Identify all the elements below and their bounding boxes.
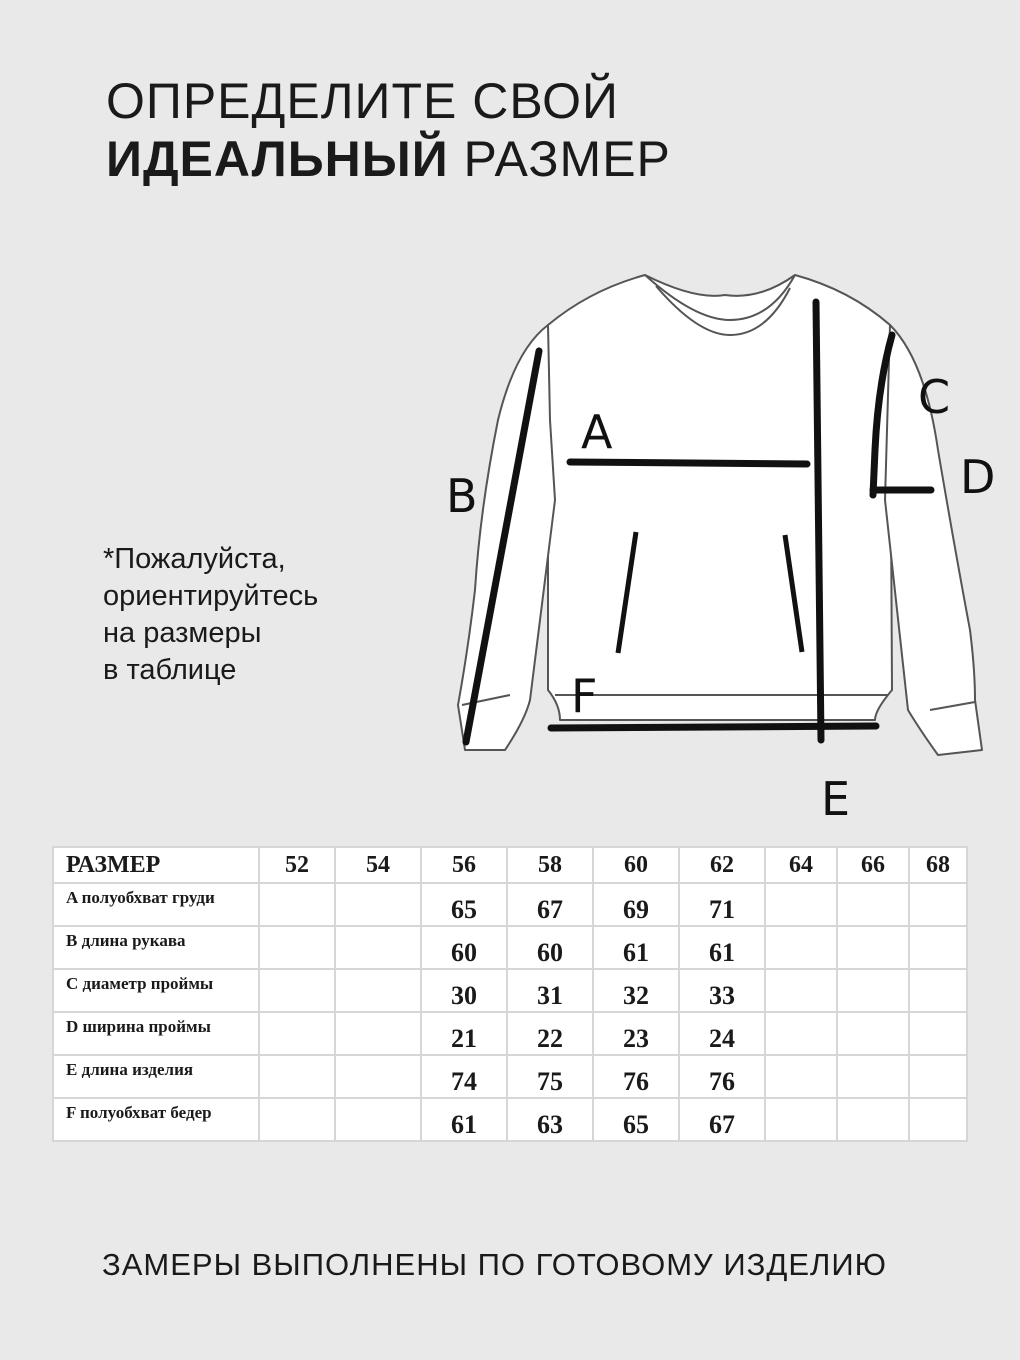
note-line: *Пожалуйста, [103, 543, 286, 575]
table-row [53, 1055, 967, 1098]
table-row [53, 1012, 967, 1055]
table-cell [259, 1098, 335, 1141]
size-header: 60 [593, 847, 679, 883]
table-cell: 65 [421, 883, 507, 926]
table-cell [335, 926, 421, 969]
table-cell [259, 883, 335, 926]
note-line: на размеры [103, 617, 262, 649]
table-cell: 69 [593, 883, 679, 926]
table-cell [259, 1012, 335, 1055]
table-cell [765, 1012, 837, 1055]
table-cell: 63 [507, 1098, 593, 1141]
table-cell [837, 926, 909, 969]
table-cell: 65 [593, 1098, 679, 1141]
row-label: D ширина проймы [53, 1012, 259, 1055]
row-label: F полуобхват бедер [53, 1098, 259, 1141]
table-row [53, 1098, 967, 1141]
table-cell [335, 1055, 421, 1098]
title-bold-word: ИДЕАЛЬНЫЙ [106, 131, 449, 187]
label-d: D [960, 450, 996, 504]
size-header: 62 [679, 847, 765, 883]
table-cell [837, 883, 909, 926]
label-b: B [446, 469, 478, 523]
table-cell [765, 1055, 837, 1098]
table-cell: 24 [679, 1012, 765, 1055]
table-cell: 33 [679, 969, 765, 1012]
table-cell [259, 969, 335, 1012]
table-header-row [53, 847, 967, 883]
table-cell: 31 [507, 969, 593, 1012]
size-table [52, 846, 968, 1142]
table-cell [909, 926, 967, 969]
table-row [53, 969, 967, 1012]
table-cell: 60 [507, 926, 593, 969]
label-c: C [918, 370, 951, 424]
table-cell [837, 1012, 909, 1055]
sweatshirt-diagram [430, 250, 1020, 840]
table-cell: 60 [421, 926, 507, 969]
size-header: 58 [507, 847, 593, 883]
note-line: ориентируйтесь [103, 580, 319, 612]
size-header-label: РАЗМЕР [53, 847, 259, 883]
row-label: B длина рукава [53, 926, 259, 969]
table-cell [335, 883, 421, 926]
page-title [106, 72, 671, 188]
table-cell [765, 969, 837, 1012]
measure-line-f [551, 726, 876, 728]
sweatshirt-sketch [458, 275, 982, 755]
sweatshirt-body [548, 275, 892, 720]
size-header: 64 [765, 847, 837, 883]
table-cell: 61 [593, 926, 679, 969]
table-cell: 30 [421, 969, 507, 1012]
table-cell: 71 [679, 883, 765, 926]
size-header: 66 [837, 847, 909, 883]
table-cell: 76 [593, 1055, 679, 1098]
table-cell [837, 969, 909, 1012]
table-cell: 75 [507, 1055, 593, 1098]
table-cell [909, 1098, 967, 1141]
table-cell [765, 883, 837, 926]
table-cell [909, 1055, 967, 1098]
table-cell [335, 1098, 421, 1141]
table-cell [909, 883, 967, 926]
footer-note: ЗАМЕРЫ ВЫПОЛНЕНЫ ПО ГОТОВОМУ ИЗДЕЛИЮ [102, 1247, 887, 1282]
table-cell [335, 1012, 421, 1055]
row-label: E длина изделия [53, 1055, 259, 1098]
table-cell [909, 969, 967, 1012]
table-cell [909, 1012, 967, 1055]
table-cell [259, 926, 335, 969]
size-header: 68 [909, 847, 967, 883]
table-cell [765, 1098, 837, 1141]
table-cell [837, 1055, 909, 1098]
row-label: A полуобхват груди [53, 883, 259, 926]
table-cell: 22 [507, 1012, 593, 1055]
table-cell: 61 [679, 926, 765, 969]
size-header: 52 [259, 847, 335, 883]
table-cell [335, 969, 421, 1012]
label-a: A [581, 405, 613, 459]
row-label: C диаметр проймы [53, 969, 259, 1012]
measure-line-e [816, 302, 821, 740]
table-cell: 67 [679, 1098, 765, 1141]
table-row [53, 883, 967, 926]
table-cell: 74 [421, 1055, 507, 1098]
note-line: в таблице [103, 654, 237, 686]
table-cell: 21 [421, 1012, 507, 1055]
label-e: E [821, 772, 851, 826]
table-cell: 67 [507, 883, 593, 926]
size-header: 54 [335, 847, 421, 883]
size-note [103, 541, 423, 689]
table-cell: 76 [679, 1055, 765, 1098]
measure-line-a [570, 462, 807, 464]
title-rest: РАЗМЕР [448, 131, 671, 187]
size-header: 56 [421, 847, 507, 883]
label-f: F [571, 669, 598, 723]
title-line-1: ОПРЕДЕЛИТЕ СВОЙ [106, 73, 619, 129]
table-cell [765, 926, 837, 969]
table-cell [259, 1055, 335, 1098]
table-row [53, 926, 967, 969]
table-cell [837, 1098, 909, 1141]
table-cell: 32 [593, 969, 679, 1012]
title-line-2 [106, 130, 671, 188]
table-cell: 61 [421, 1098, 507, 1141]
table-cell: 23 [593, 1012, 679, 1055]
